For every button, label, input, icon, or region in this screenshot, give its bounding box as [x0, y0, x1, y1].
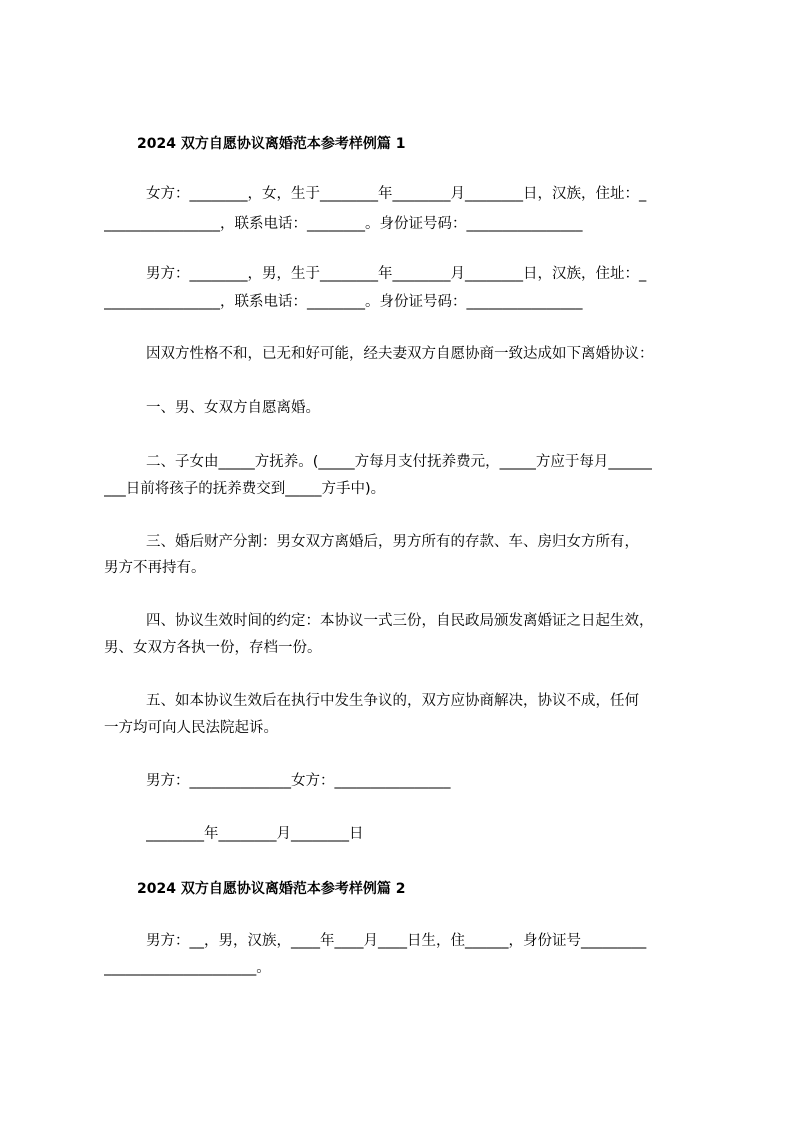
male-party-line2: ________________，联系电话：________。身份证号码：________________ — [104, 294, 583, 310]
clause-3-line1: 三、婚后财产分割：男女双方离婚后，男方所有的存款、车、房归女方所有， — [146, 534, 639, 550]
clause-2-line1: 二、子女由_____方抚养。(_____方每月支付抚养费元，_____方应于每月______ — [146, 454, 652, 470]
clause-2-line2: ___日前将孩子的抚养费交到_____方手中)。 — [104, 481, 386, 497]
clause-5-line2: 一方均可向人民法院起诉。 — [104, 720, 278, 736]
section2-male-line1: 男方：__，男，汉族，____年____月____日生，住______，身份证号_________ — [146, 933, 647, 949]
clause-1: 一、男、女双方自愿离婚。 — [146, 400, 320, 416]
female-party-line2: ________________，联系电话：________。身份证号码：________________ — [104, 216, 583, 232]
signature-line: 男方：______________女方：________________ — [146, 773, 451, 789]
clause-4-line1: 四、协议生效时间的约定：本协议一式三份，自民政局颁发离婚证之日起生效， — [146, 613, 654, 629]
clause-3-line2: 男方不再持有。 — [104, 560, 206, 576]
section2-title: 2024 双方自愿协议离婚范本参考样例篇 2 — [137, 881, 406, 897]
intro-paragraph: 因双方性格不和，已无和好可能，经夫妻双方自愿协商一致达成如下离婚协议： — [146, 346, 654, 362]
female-party-line1: 女方：________，女，生于________年________月________日，汉族，住址：_ — [146, 186, 647, 202]
clause-5-line1: 五、如本协议生效后在执行中发生争议的，双方应协商解决，协议不成，任何 — [146, 693, 639, 709]
male-party-line1: 男方：________，男，生于________年________月________日，汉族，住址：_ — [146, 266, 647, 282]
section2-male-line2: _____________________。 — [104, 960, 271, 976]
date-line: ________年________月________日 — [146, 826, 364, 842]
clause-4-line2: 男、女双方各执一份，存档一份。 — [104, 640, 322, 656]
section1-title: 2024 双方自愿协议离婚范本参考样例篇 1 — [137, 136, 406, 152]
